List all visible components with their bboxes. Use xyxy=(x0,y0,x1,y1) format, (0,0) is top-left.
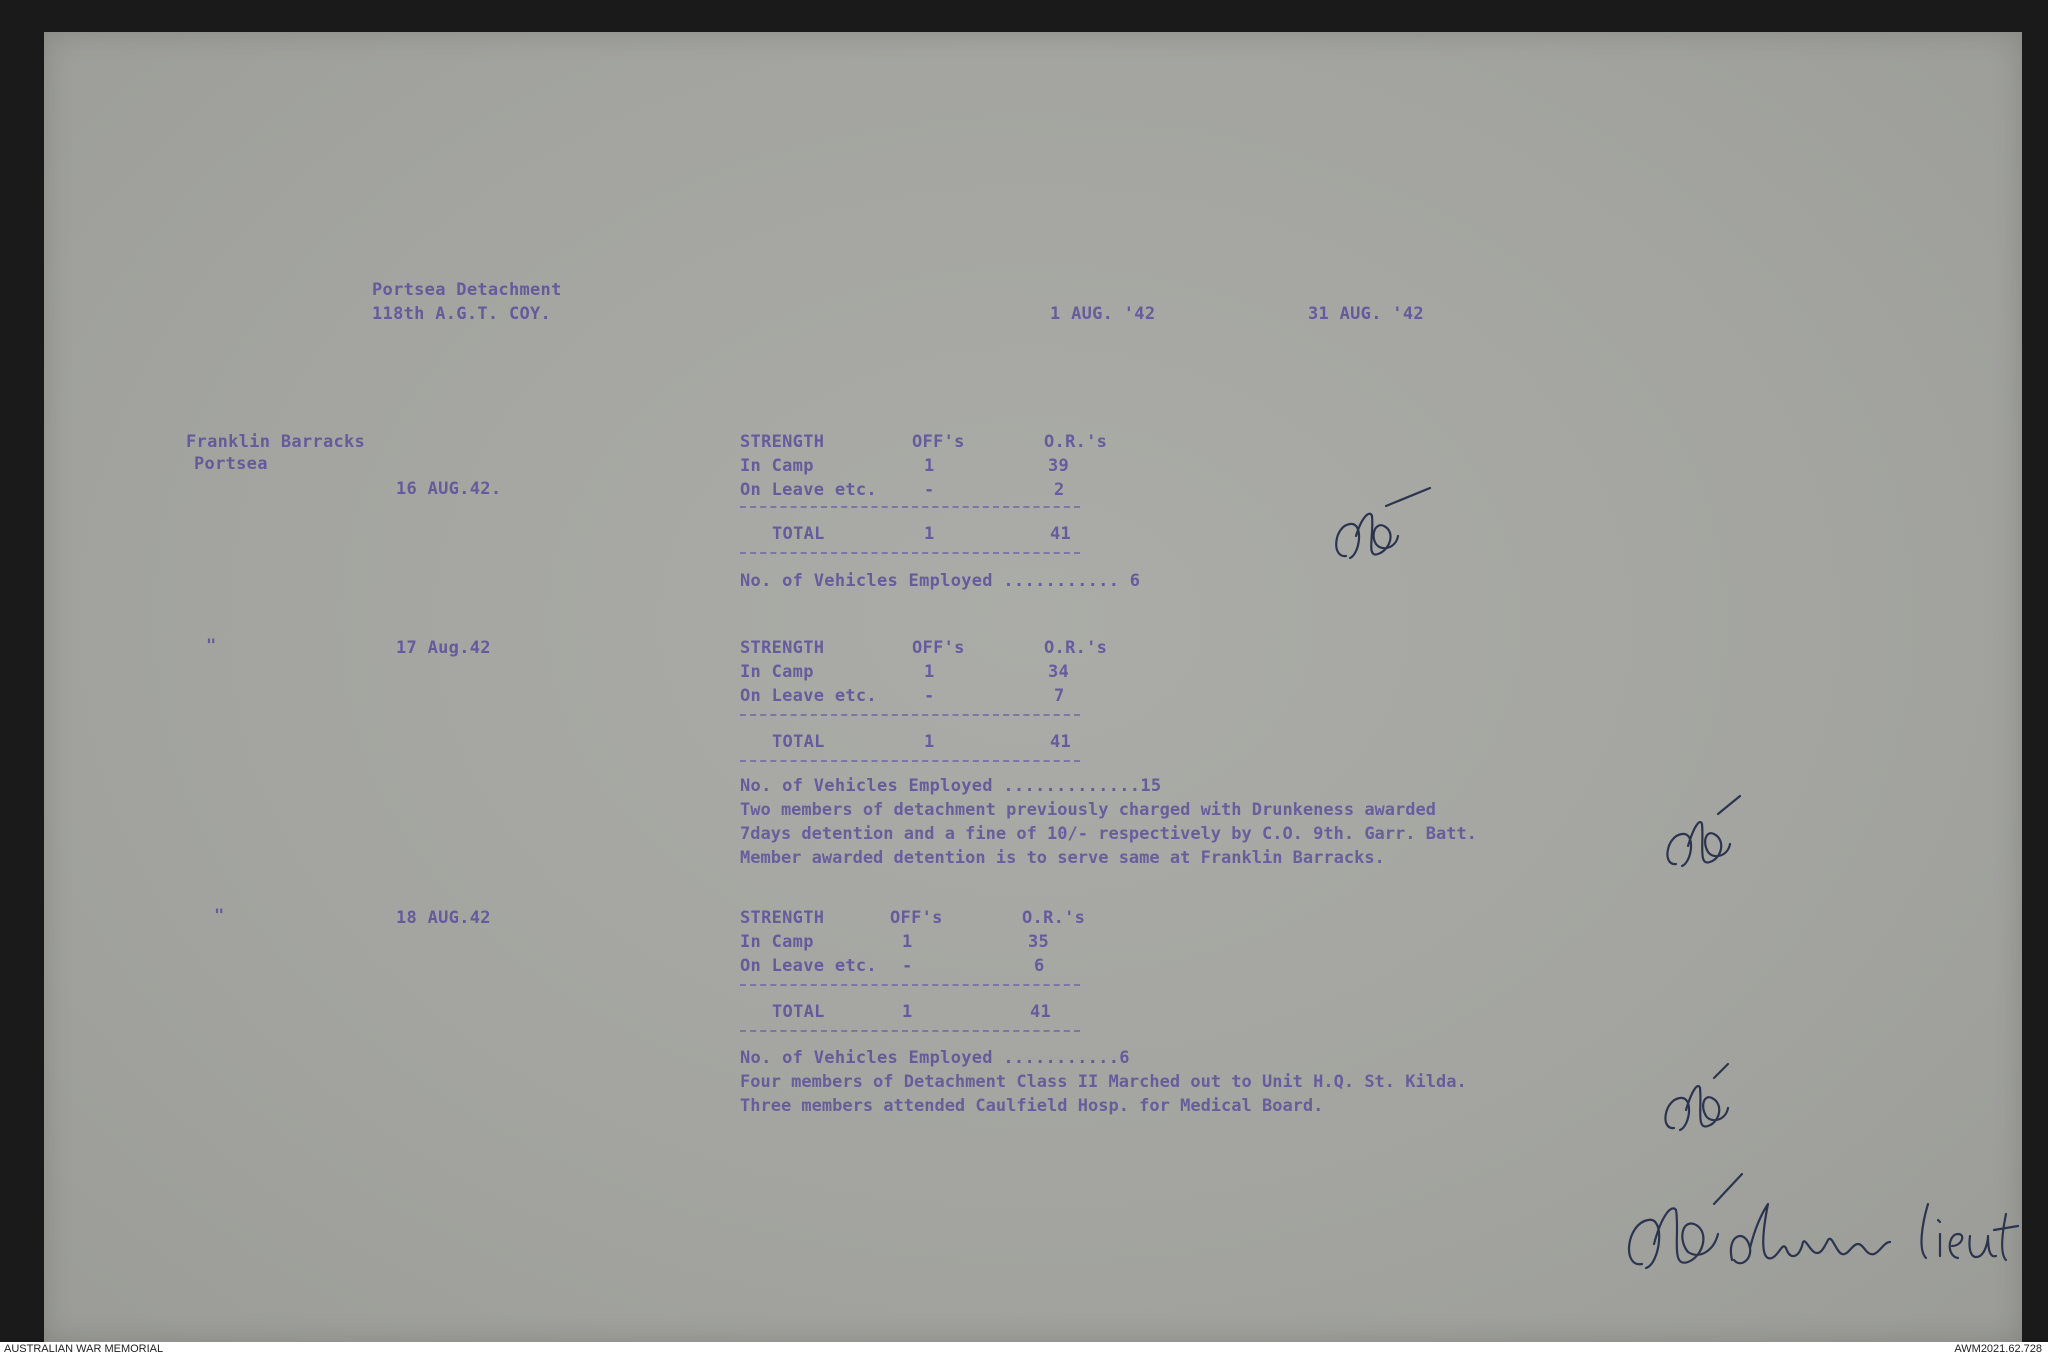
total-label: TOTAL xyxy=(772,524,825,544)
ors-header: O.R.'s xyxy=(1044,638,1108,658)
in-camp-offs: 1 xyxy=(924,662,935,682)
vehicles-employed: No. of Vehicles Employed .............15 xyxy=(740,776,1162,796)
divider xyxy=(740,506,1080,508)
total-offs: 1 xyxy=(924,732,935,752)
strength-header: STRENGTH xyxy=(740,638,825,658)
vehicles-employed: No. of Vehicles Employed ...........6 xyxy=(740,1048,1130,1068)
in-camp-label: In Camp xyxy=(740,662,814,682)
on-leave-ors: 2 xyxy=(1054,480,1065,500)
archive-reference: AWM2021.62.728 xyxy=(1954,1343,2042,1355)
in-camp-label: In Camp xyxy=(740,932,814,952)
note-line: Four members of Detachment Class II Marched out to Unit H.Q. St. Kilda. xyxy=(740,1072,1467,1092)
total-ors: 41 xyxy=(1030,1002,1052,1022)
total-ors: 41 xyxy=(1050,524,1072,544)
initials-signature xyxy=(1660,806,1760,886)
total-offs: 1 xyxy=(924,524,935,544)
strength-header: STRENGTH xyxy=(740,432,825,452)
offs-header: OFF's xyxy=(890,908,943,928)
archive-footer xyxy=(0,1342,2048,1358)
date-from: 1 AUG. '42 xyxy=(1050,304,1156,324)
on-leave-ors: 6 xyxy=(1034,956,1045,976)
archive-name: AUSTRALIAN WAR MEMORIAL xyxy=(4,1343,164,1355)
location-line1: Franklin Barracks xyxy=(186,432,366,452)
total-label: TOTAL xyxy=(772,732,825,752)
note-line: Two members of detachment previously charged with Drunkeness awarded xyxy=(740,800,1436,820)
on-leave-offs: - xyxy=(924,480,935,500)
initials-signature xyxy=(1326,496,1436,576)
on-leave-ors: 7 xyxy=(1054,686,1065,706)
initials-signature xyxy=(1658,1070,1758,1150)
on-leave-label: On Leave etc. xyxy=(740,480,877,500)
on-leave-label: On Leave etc. xyxy=(740,686,877,706)
in-camp-ors: 35 xyxy=(1028,932,1050,952)
document-sheet xyxy=(44,32,2022,1342)
total-ors: 41 xyxy=(1050,732,1072,752)
divider xyxy=(740,714,1080,716)
strength-header: STRENGTH xyxy=(740,908,825,928)
ors-header: O.R.'s xyxy=(1022,908,1086,928)
divider xyxy=(740,1030,1080,1032)
note-line: Three members attended Caulfield Hosp. for Medical Board. xyxy=(740,1096,1324,1116)
divider xyxy=(740,552,1080,554)
ors-header: O.R.'s xyxy=(1044,432,1108,452)
divider xyxy=(740,984,1080,986)
in-camp-offs: 1 xyxy=(924,456,935,476)
in-camp-ors: 39 xyxy=(1048,456,1070,476)
entry-date: 16 AUG.42. xyxy=(396,479,502,499)
in-camp-offs: 1 xyxy=(902,932,913,952)
on-leave-offs: - xyxy=(902,956,913,976)
offs-header: OFF's xyxy=(912,432,965,452)
on-leave-offs: - xyxy=(924,686,935,706)
note-line: Member awarded detention is to serve same at Franklin Barracks. xyxy=(740,848,1385,868)
note-line: 7days detention and a fine of 10/- respectively by C.O. 9th. Garr. Batt. xyxy=(740,824,1477,844)
divider xyxy=(740,760,1080,762)
unit-name: 118th A.G.T. COY. xyxy=(372,304,552,324)
vehicles-employed: No. of Vehicles Employed ........... 6 xyxy=(740,571,1141,591)
ditto-mark: " xyxy=(206,636,217,656)
location-line2: Portsea xyxy=(194,454,268,474)
total-offs: 1 xyxy=(902,1002,913,1022)
officer-signature xyxy=(1622,1164,2022,1294)
detachment-name: Portsea Detachment xyxy=(372,280,562,300)
in-camp-ors: 34 xyxy=(1048,662,1070,682)
in-camp-label: In Camp xyxy=(740,456,814,476)
on-leave-label: On Leave etc. xyxy=(740,956,877,976)
offs-header: OFF's xyxy=(912,638,965,658)
entry-date: 18 AUG.42 xyxy=(396,908,491,928)
entry-date: 17 Aug.42 xyxy=(396,638,491,658)
total-label: TOTAL xyxy=(772,1002,825,1022)
date-to: 31 AUG. '42 xyxy=(1308,304,1424,324)
ditto-mark: " xyxy=(214,906,225,926)
